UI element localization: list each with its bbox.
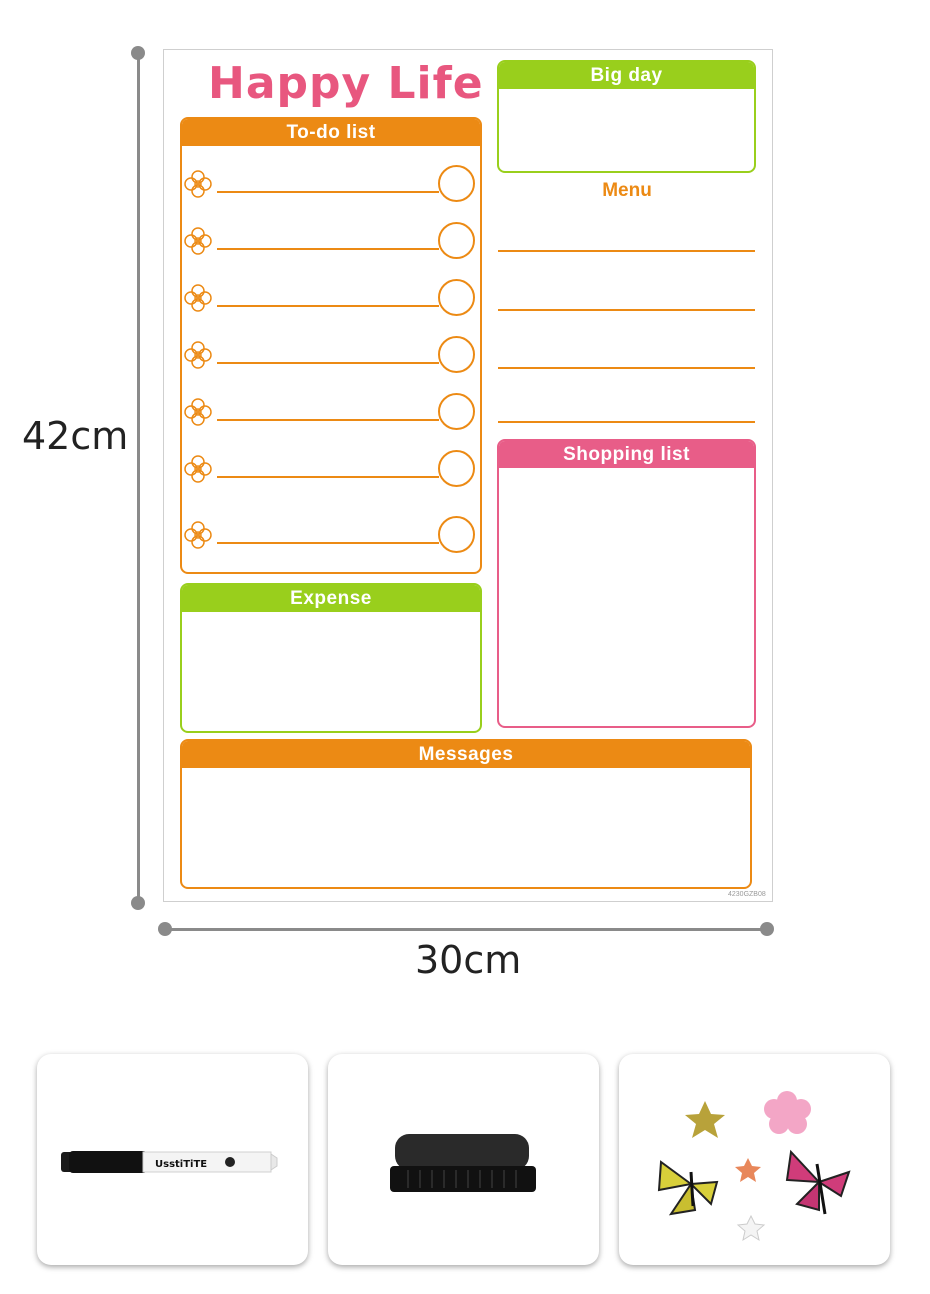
todo-line — [217, 419, 439, 421]
todo-line — [217, 542, 439, 544]
yellow-butterfly-magnet — [659, 1162, 717, 1214]
marker-pen-card — [37, 1054, 308, 1265]
flower-icon — [183, 454, 213, 484]
todo-checkbox-circle — [438, 336, 475, 373]
todo-row — [183, 279, 475, 319]
todo-line — [217, 191, 439, 193]
messages-panel — [180, 739, 752, 889]
todo-checkbox-circle — [438, 393, 475, 430]
height-label: 42cm — [22, 414, 129, 458]
todo-line — [217, 248, 439, 250]
todo-row — [183, 336, 475, 376]
width-label: 30cm — [415, 938, 522, 982]
flower-icon — [183, 340, 213, 370]
magnets-card — [619, 1054, 890, 1265]
todo-line — [217, 476, 439, 478]
menu-line — [498, 367, 755, 369]
width-dimension-right-dot — [760, 922, 774, 936]
white-star-magnet — [738, 1216, 764, 1240]
flower-icon — [183, 283, 213, 313]
todo-row — [183, 450, 475, 490]
eraser-card — [328, 1054, 599, 1265]
height-dimension-bottom-dot — [131, 896, 145, 910]
shopping-list-header: Shopping list — [499, 441, 754, 468]
width-dimension-line — [165, 928, 767, 931]
big-day-panel — [497, 60, 756, 173]
height-dimension-top-dot — [131, 46, 145, 60]
pink-flower-magnet — [764, 1091, 811, 1134]
menu-line — [498, 309, 755, 311]
magnets-image — [619, 1054, 890, 1265]
messages-header: Messages — [182, 741, 750, 768]
shopping-list-panel — [497, 439, 756, 728]
todo-row — [183, 393, 475, 433]
expense-header: Expense — [182, 585, 480, 612]
pen-brand: UsstiTiTE — [155, 1159, 208, 1170]
height-dimension-line — [137, 53, 140, 904]
todo-checkbox-circle — [438, 279, 475, 316]
menu-title: Menu — [602, 180, 652, 201]
expense-panel — [180, 583, 482, 733]
todo-row — [183, 165, 475, 205]
gold-star-magnet — [685, 1101, 725, 1138]
todo-row — [183, 222, 475, 262]
todo-line — [217, 305, 439, 307]
board-title: Happy Life — [208, 58, 484, 109]
width-dimension-left-dot — [158, 922, 172, 936]
todo-checkbox-circle — [438, 222, 475, 259]
pink-butterfly-magnet — [787, 1152, 849, 1214]
flower-icon — [183, 520, 213, 550]
eraser-image — [328, 1054, 599, 1265]
todo-line — [217, 362, 439, 364]
todo-row — [183, 516, 475, 556]
flower-icon — [183, 226, 213, 256]
todo-list-header: To-do list — [182, 119, 480, 146]
flower-icon — [183, 169, 213, 199]
todo-checkbox-circle — [438, 516, 475, 553]
todo-checkbox-circle — [438, 450, 475, 487]
marker-pen-image — [37, 1054, 308, 1265]
product-code: 4230GZB08 — [728, 891, 766, 898]
menu-line — [498, 421, 755, 423]
todo-checkbox-circle — [438, 165, 475, 202]
big-day-header: Big day — [499, 62, 754, 89]
flower-icon — [183, 397, 213, 427]
menu-line — [498, 250, 755, 252]
orange-star-magnet — [735, 1158, 761, 1182]
